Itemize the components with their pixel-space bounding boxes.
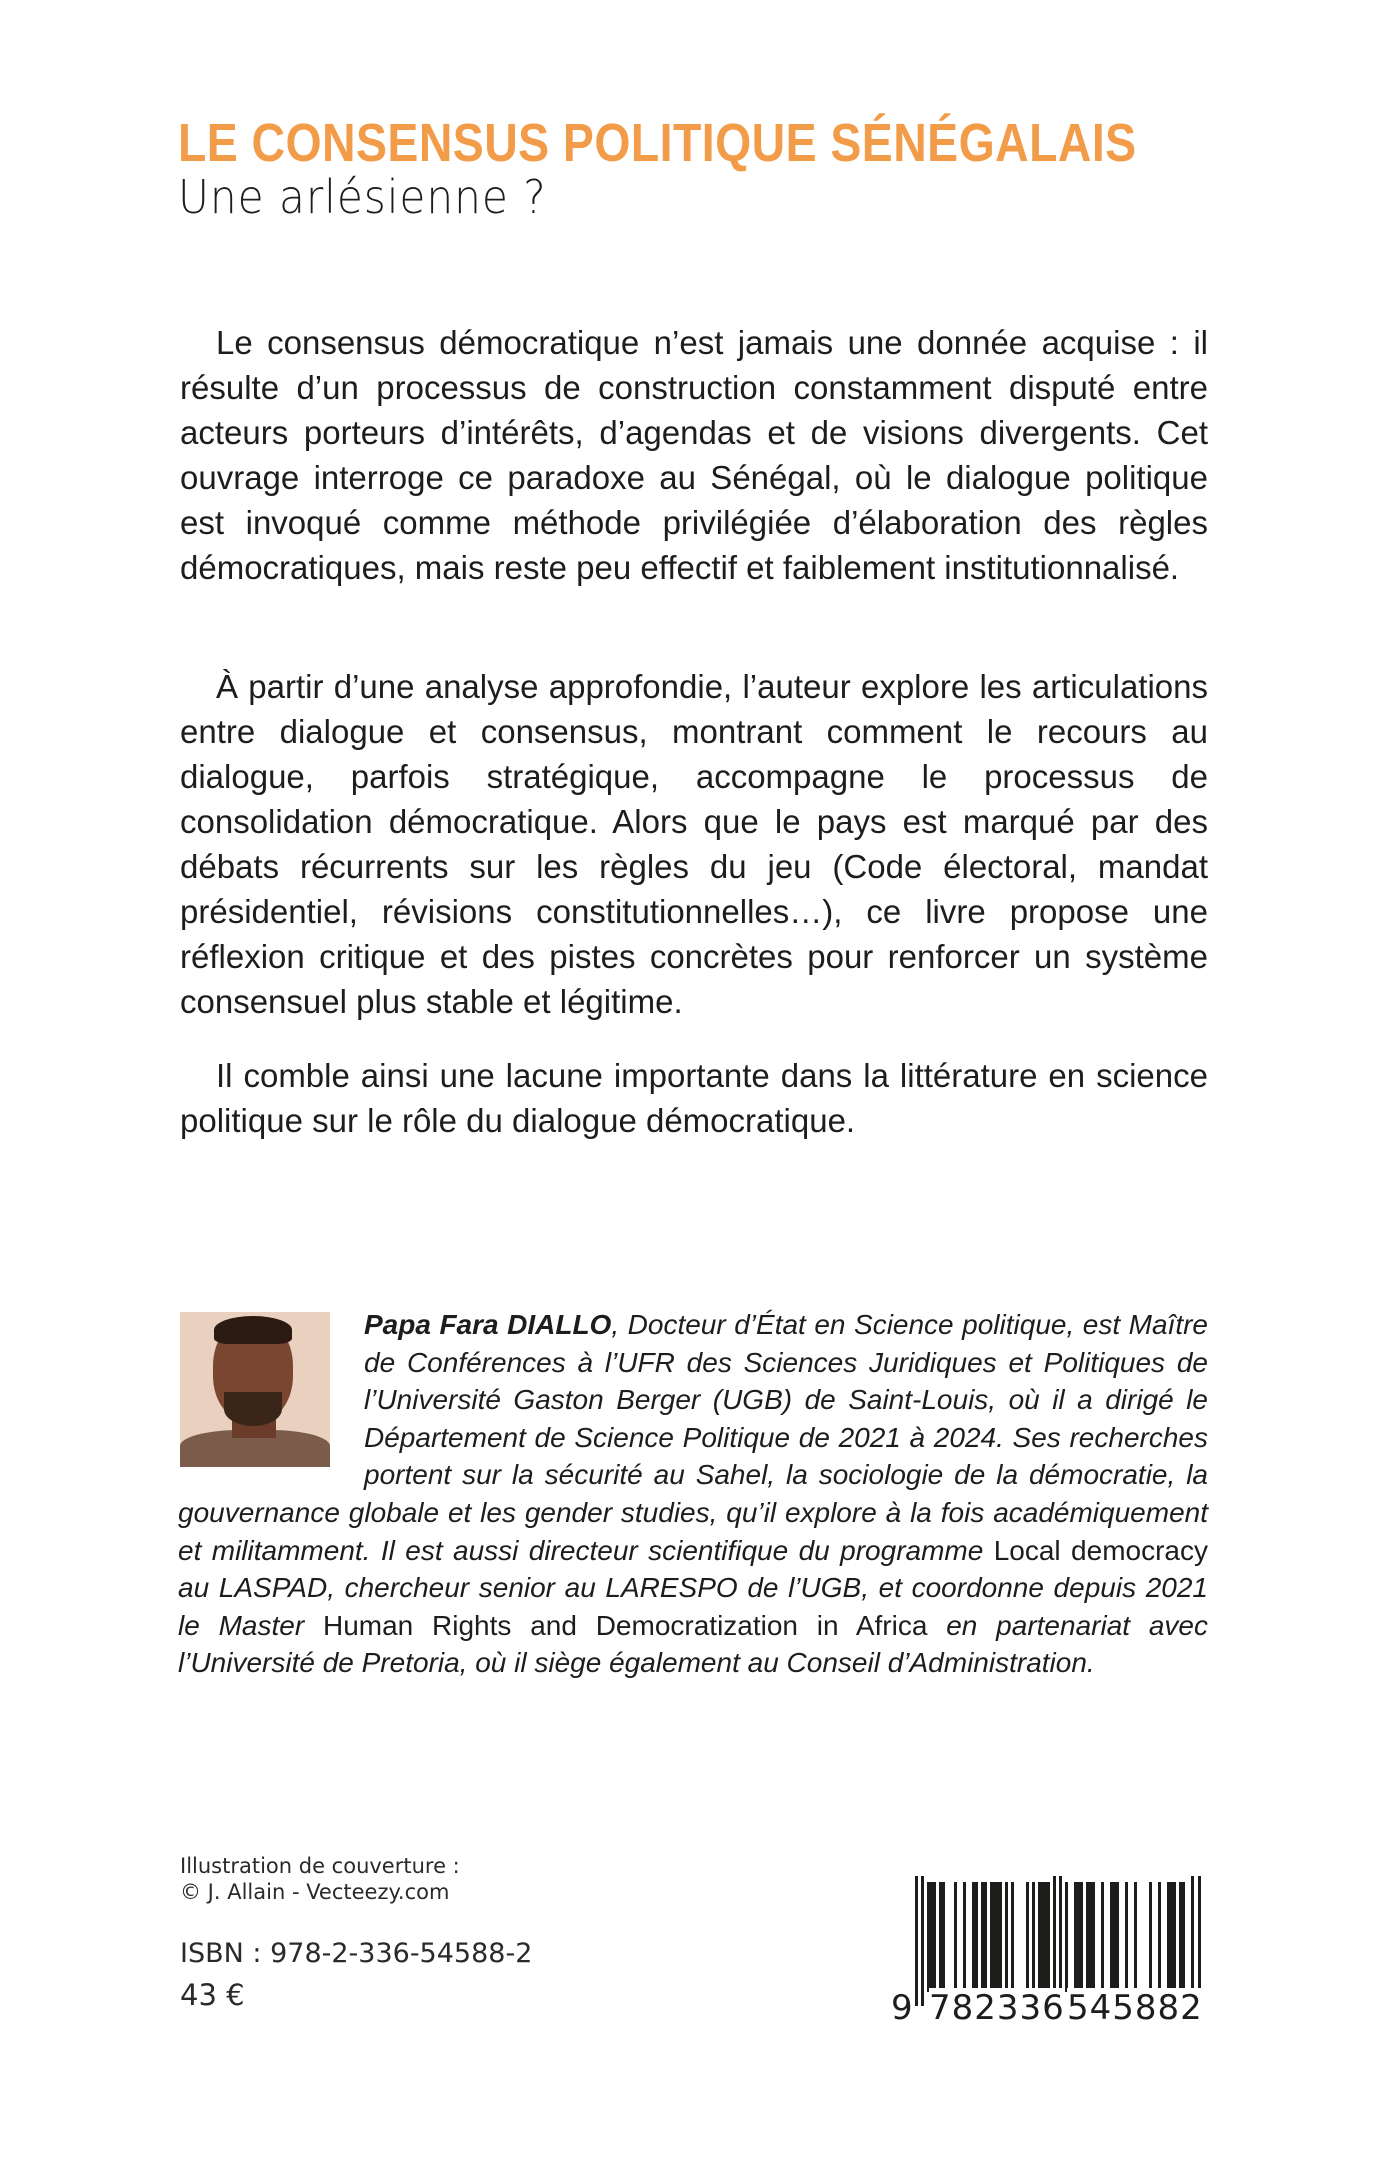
summary-text: À partir d’une analyse approfondie, l’auteur explore les articulations entre dialogue et consensus, montrant comment le recours au dialogue, parfois stratégique, accompagne le processus de consolidation démocratique. Alors que le pays est marqué par des débats récurrents sur les règles du jeu (Code électoral, mandat présidentiel, révisions constitutionnelles…), ce livre propose une réflexion critique et des pistes concrètes pour renforcer un système consensuel plus stable et légitime. xyxy=(180,668,1208,1020)
author-photo xyxy=(180,1312,330,1467)
portrait-beard xyxy=(224,1392,282,1426)
illustration-credits xyxy=(180,1853,460,1905)
portrait-hair xyxy=(214,1316,292,1344)
summary-paragraph-1 xyxy=(180,320,1208,590)
credits-label: Illustration de couverture : xyxy=(180,1854,460,1878)
summary-text: Le consensus démocratique n’est jamais une donnée acquise : il résulte d’un processus de construction constamment disputé entre acteurs porteurs d’intérêts, d’agendas et de visions divergents. Cet ouvrage interroge ce paradoxe au Sénégal, où le dialogue politique est invoqué comme méthode privilégiée d’élaboration des règles démocratiques, mais reste peu effectif et faiblement institutionnalisé. xyxy=(180,324,1208,586)
barcode-digit-first: 9 xyxy=(891,1988,913,2028)
barcode-group-left: 782336 xyxy=(929,1988,1065,2028)
author-bio xyxy=(178,1306,1208,1682)
summary-paragraph-3 xyxy=(180,1053,1208,1143)
credits-source: © J. Allain - Vecteezy.com xyxy=(180,1880,450,1904)
bio-program-name: Local democracy xyxy=(993,1534,1208,1566)
author-name: Papa Fara DIALLO xyxy=(364,1309,612,1340)
bio-text: au LASPAD, chercheur senior au LARESPO de l’UGB, et coordonne depuis 2021 le Master xyxy=(178,1572,1208,1641)
bio-text: en partenariat avec l’Université de Pretoria, où il siège également au Conseil d’Administration. xyxy=(178,1609,1208,1679)
barcode-group-right: 545882 xyxy=(1067,1988,1203,2028)
price: 43 € xyxy=(180,1978,245,2012)
bio-text: , Docteur d’État en Science politique, est Maître de Conférences à l’UFR des Sciences Juridiques et Politiques de l’Université Gaston Berger (UGB) de Saint-Louis, où il a dirigé le Département de Science Politique de 2021 à 2024. Ses recherches portent sur la sécurité au Sahel, la sociologie de la démocratie, la gouvernance globale et les gender studies, qu’il explore à la fois académiquement et militamment. Il est aussi directeur scientifique du programme xyxy=(178,1309,1208,1566)
summary-paragraph-2 xyxy=(180,664,1208,1024)
book-subtitle: Une arlésienne ? xyxy=(178,170,547,224)
barcode xyxy=(891,1876,1207,2028)
barcode-bars-icon xyxy=(915,1876,1207,2006)
isbn: ISBN : 978-2-336-54588-2 xyxy=(180,1938,533,1969)
book-title: LE CONSENSUS POLITIQUE SÉNÉGALAIS xyxy=(178,113,1137,173)
barcode-digits xyxy=(891,1988,1207,2028)
summary-text: Il comble ainsi une lacune importante dans la littérature en science politique sur le rôle du dialogue démocratique. xyxy=(180,1057,1208,1139)
bio-master-name: Human Rights and Democratization in Africa xyxy=(322,1609,928,1641)
